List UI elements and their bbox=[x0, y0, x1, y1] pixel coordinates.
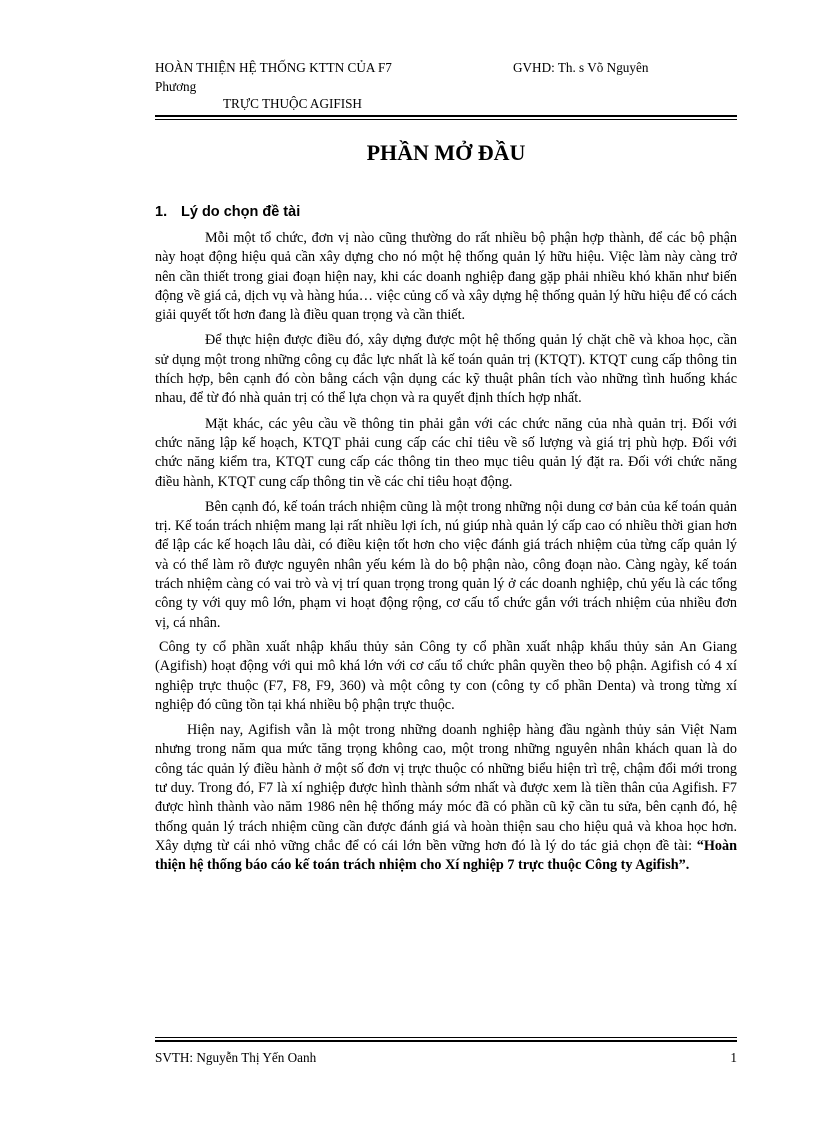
paragraph: Mặt khác, các yêu cầu về thông tin phải gắn với các chức năng của nhà quản trị. Đối với chức năng lập kế hoạch, KTQT phải cung cấp các chỉ tiêu về số lượng và giá trị phù hợp. Đối với chức năng kiểm tra, KTQT cung cấp các thông tin theo mục tiêu quản lý đặt ra. Đối với chức năng điều hành, KTQT cung cấp thông tin về các chỉ tiêu hoạt động. bbox=[155, 415, 737, 490]
topic-title: “Hoàn thiện hệ thống báo cáo kế toán trách nhiệm cho Xí nghiệp 7 trực thuộc Công ty Agifish”. bbox=[155, 837, 737, 874]
paragraph-with-topic bbox=[155, 721, 737, 875]
page-number: 1 bbox=[730, 1050, 737, 1065]
paragraph: Để thực hiện được điều đó, xây dựng được một hệ thống quản lý chặt chẽ và khoa học, cần sử dụng một trong những công cụ đắc lực nhất là kế toán quản trị (KTQT). KTQT cung cấp thông tin thích hợp, bên cạnh đó còn bằng cách vận dụng các kỹ thuật phân tích vào những tình huống khác nhau, để từ đó nhà quản trị có thể lựa chọn và ra quyết định thích hợp nhất. bbox=[155, 332, 737, 407]
header-thesis-title: HOÀN THIỆN HỆ THỐNG KTTN CỦA F7 bbox=[155, 60, 392, 75]
paragraph-text: Hiện nay, Agifish vẫn là một trong những doanh nghiệp hàng đầu ngành thủy sản Việt Nam nhưng trong năm qua mức tăng trọng không cao, một trong những nguyên nhân khách quan là do công tác quản lý điều hành ở một số đơn vị trực thuộc có những biểu hiện trì trệ, chậm đổi mới trong tư duy. Trong đó, F7 là xí nghiệp được hình thành sớm nhất và được xem là tiền thân của Agifish. F7 được hình thành vào năm 1986 nên hệ thống máy móc đã có phần cũ kỹ cần tu sửa, bên cạnh đó, hệ thống quản lý trách nhiệm cũng cần được đánh giá và hoàn thiện sau cho hiệu quả và khoa học hơn. Xây dựng từ cái nhỏ vững chắc để có cái lớn bền vững hơn đó là lý do tác giả chọn đề tài: bbox=[155, 722, 737, 854]
page-header bbox=[155, 58, 735, 113]
header-divider bbox=[155, 115, 737, 120]
footer-divider bbox=[155, 1037, 737, 1042]
paragraph: Bên cạnh đó, kế toán trách nhiệm cũng là một trong những nội dung cơ bản của kế toán quản trị. Kế toán trách nhiệm mang lại rất nhiều lợi ích, nú giúp nhà quản lý cấp cao có nhiều thời gian hơn để lập các kế hoạch lâu dài, có điều kiện tốt hơn cho việc đánh giá trách nhiệm của từng cấp quản lý và có thể làm rõ được nguyên nhân yếu kém là do bộ phận nào, công đoạn nào. Càng ngày, kế toán trách nhiệm càng có vai trò và vị trí quan trọng trong quản lý ở các doanh nghiệp, chủ yếu là các tổng công ty với quy mô lớn, phạm vi hoạt động rộng, cơ cấu tổ chức gắn với trách nhiệm của nhiều đơn vị, cá nhân. bbox=[155, 498, 737, 631]
footer-author: SVTH: Nguyễn Thị Yến Oanh bbox=[155, 1050, 317, 1065]
section-title: Lý do chọn đề tài bbox=[181, 204, 301, 220]
paragraph: Mỗi một tổ chức, đơn vị nào cũng thường do rất nhiều bộ phận hợp thành, để các bộ phận này hoạt động hiệu quả cần xây dựng cho nó một hệ thống quản lý hữu hiệu. Việc làm này càng trở nên cần thiết trong giai đoạn hiện nay, khi các doanh nghiệp đang gặp phải nhiều khó khăn như biến động về giá cả, dịch vụ và hàng húa… việc củng cố và xây dựng hệ thống quản lý hữu hiệu để có cách giải quyết tốt hơn đang là điều quan trọng và cần thiết. bbox=[155, 230, 737, 324]
header-thesis-subtitle: TRỰC THUỘC AGIFISH bbox=[223, 96, 362, 111]
header-line-1 bbox=[155, 58, 735, 77]
page-title: PHẦN MỞ ĐẦU bbox=[366, 140, 526, 165]
paragraph: Công ty cổ phần xuất nhập khẩu thủy sản Công ty cổ phần xuất nhập khẩu thủy sản An Giang (Agifish) hoạt động với qui mô khá lớn với cơ cấu tổ chức phân quyền theo bộ phận. Agifish có 4 xí nghiệp trực thuộc (F7, F8, F9, 360) và một công ty con (công ty cổ phần Denta) và trong từng xí nghiệp đó cũng tồn tại khá nhiều bộ phận trực thuộc. bbox=[155, 638, 737, 713]
body-text bbox=[155, 229, 737, 882]
section-number: 1. bbox=[155, 204, 168, 220]
header-advisor-surname: Phương bbox=[155, 79, 197, 94]
header-advisor: GVHD: Th. s Võ Nguyên bbox=[513, 60, 649, 75]
section-heading bbox=[155, 203, 300, 221]
